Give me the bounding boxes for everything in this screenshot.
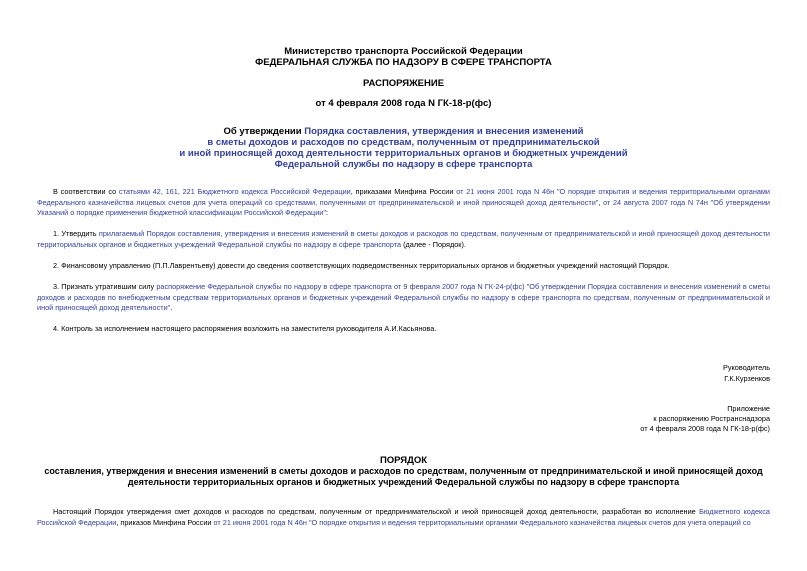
item-text: 3. Признать утратившим силу [53,282,157,291]
appendix-date: от 4 февраля 2008 года N ГК-18-р(фс) [640,424,770,433]
item-text: 1. Утвердить [53,229,99,238]
title-link[interactable]: Порядка составления, утверждения и внесения изменений [304,126,584,137]
order-46n-link-2[interactable]: от 21 июня 2001 года N 46н "О порядке открытия и ведения территориальными органами Федерального казначейства лицевых счетов для учета операций со [213,517,751,527]
item-3-paragraph [37,282,770,314]
document-date-number: от 4 февраля 2008 года N ГК-18-р(фс) [315,98,492,109]
order-74n-link[interactable]: от 24 августа 2007 года N 74н "Об утверждении Указаний о порядке применения бюджетной классификации Российской Федерации" [37,197,770,217]
preamble-text: В соответствии со [53,187,119,196]
intro-text: Настоящий Порядок утверждения смет доходов и расходов по средствам, полученным от предпринимательской и иной приносящей доход деятельности, разработан во исполнение [53,507,700,516]
document-title-line-1 [0,126,807,137]
budget-code-link-2[interactable]: Бюджетного кодекса Российской Федерации [37,507,770,527]
attached-order-link[interactable]: прилагаемый Порядок составления, утверждения и внесения изменений в сметы доходов и расходов по средствам, полученным от предпринимательской и иной приносящей доход деятельности территориальных органов и бюджетных учреждений Федеральной службы по надзору в сфере транспорта [37,229,770,249]
budget-code-link[interactable]: статьями 42, 161, 221 Бюджетного кодекса Российской Федерации [118,187,351,196]
title-prefix: Об утверждении [223,126,305,137]
order-title-line-2: деятельности территориальных органов и бюджетных учреждений Федеральной службы по надзору в сфере транспорта [127,477,680,487]
order-intro-paragraph [37,507,770,528]
signature-name: Г.К.Курзенков [724,374,770,383]
document-title-line-4[interactable]: Федеральной службы по надзору в сфере транспорта [274,159,533,170]
item-1-paragraph [37,229,770,250]
signature-position: Руководитель [722,363,770,372]
item-text: 4. Контроль за исполнением настоящего распоряжения возложить на заместителя руководителя А.И.Касьянова. [53,324,437,333]
preamble-text: , [598,197,604,207]
appendix-reference: к распоряжению Ространснадзора [653,414,770,423]
order-46n-link[interactable]: от 21 июня 2001 года N 46н "О порядке открытия и ведения территориальными органами Федерального казначейства лицевых счетов для учета операций со средствами, полученными от предпринимательской и иной приносящей доход деятельности" [37,187,770,207]
intro-text: , приказов Минфина России [116,517,214,527]
item-text: . [170,303,173,312]
appendix-label: Приложение [727,404,770,413]
preamble-text: : [325,208,328,217]
document-title-line-3[interactable]: и иной приносящей доход деятельности территориальных органов и бюджетных учреждений [179,148,628,159]
item-text: 2. Финансовому управлению (П.П.Лаврентьеву) довести до сведения соответствующих подведомственных территориальных органов и бюджетных учреждений настоящий Порядок. [53,261,670,270]
repealed-order-link[interactable]: распоряжение Федеральной службы по надзору в сфере транспорта от 9 февраля 2007 года N ГК-24-р(фс) "Об утверждении Порядка составления и внесения изменений в сметы доходов и расходов по внебюджетным средствам территориальных органов и бюджетных учреждений Федеральной службы по надзору в сфере транспорта по средствам, полученным от предпринимательской и иной приносящей доход деятельности" [37,282,770,312]
item-4-paragraph [37,324,770,335]
preamble-text: , приказами Минфина России [350,187,457,196]
order-title-line-1: составления, утверждения и внесения изменений в сметы доходов и расходов по средствам, полученным от предпринимательской и иной приносящей доход [44,466,763,476]
service-name: ФЕДЕРАЛЬНАЯ СЛУЖБА ПО НАДЗОРУ В СФЕРЕ ТРАНСПОРТА [255,57,552,68]
item-text: (далее - Порядок). [401,239,466,249]
item-2-paragraph [37,261,770,272]
document-title-line-2[interactable]: в сметы доходов и расходов по средствам, полученным от предпринимательской [207,137,600,148]
ministry-name: Министерство транспорта Российской Федерации [284,46,523,57]
document-type: РАСПОРЯЖЕНИЕ [362,78,445,89]
order-heading: ПОРЯДОК [379,455,428,466]
preamble-paragraph [37,187,770,219]
